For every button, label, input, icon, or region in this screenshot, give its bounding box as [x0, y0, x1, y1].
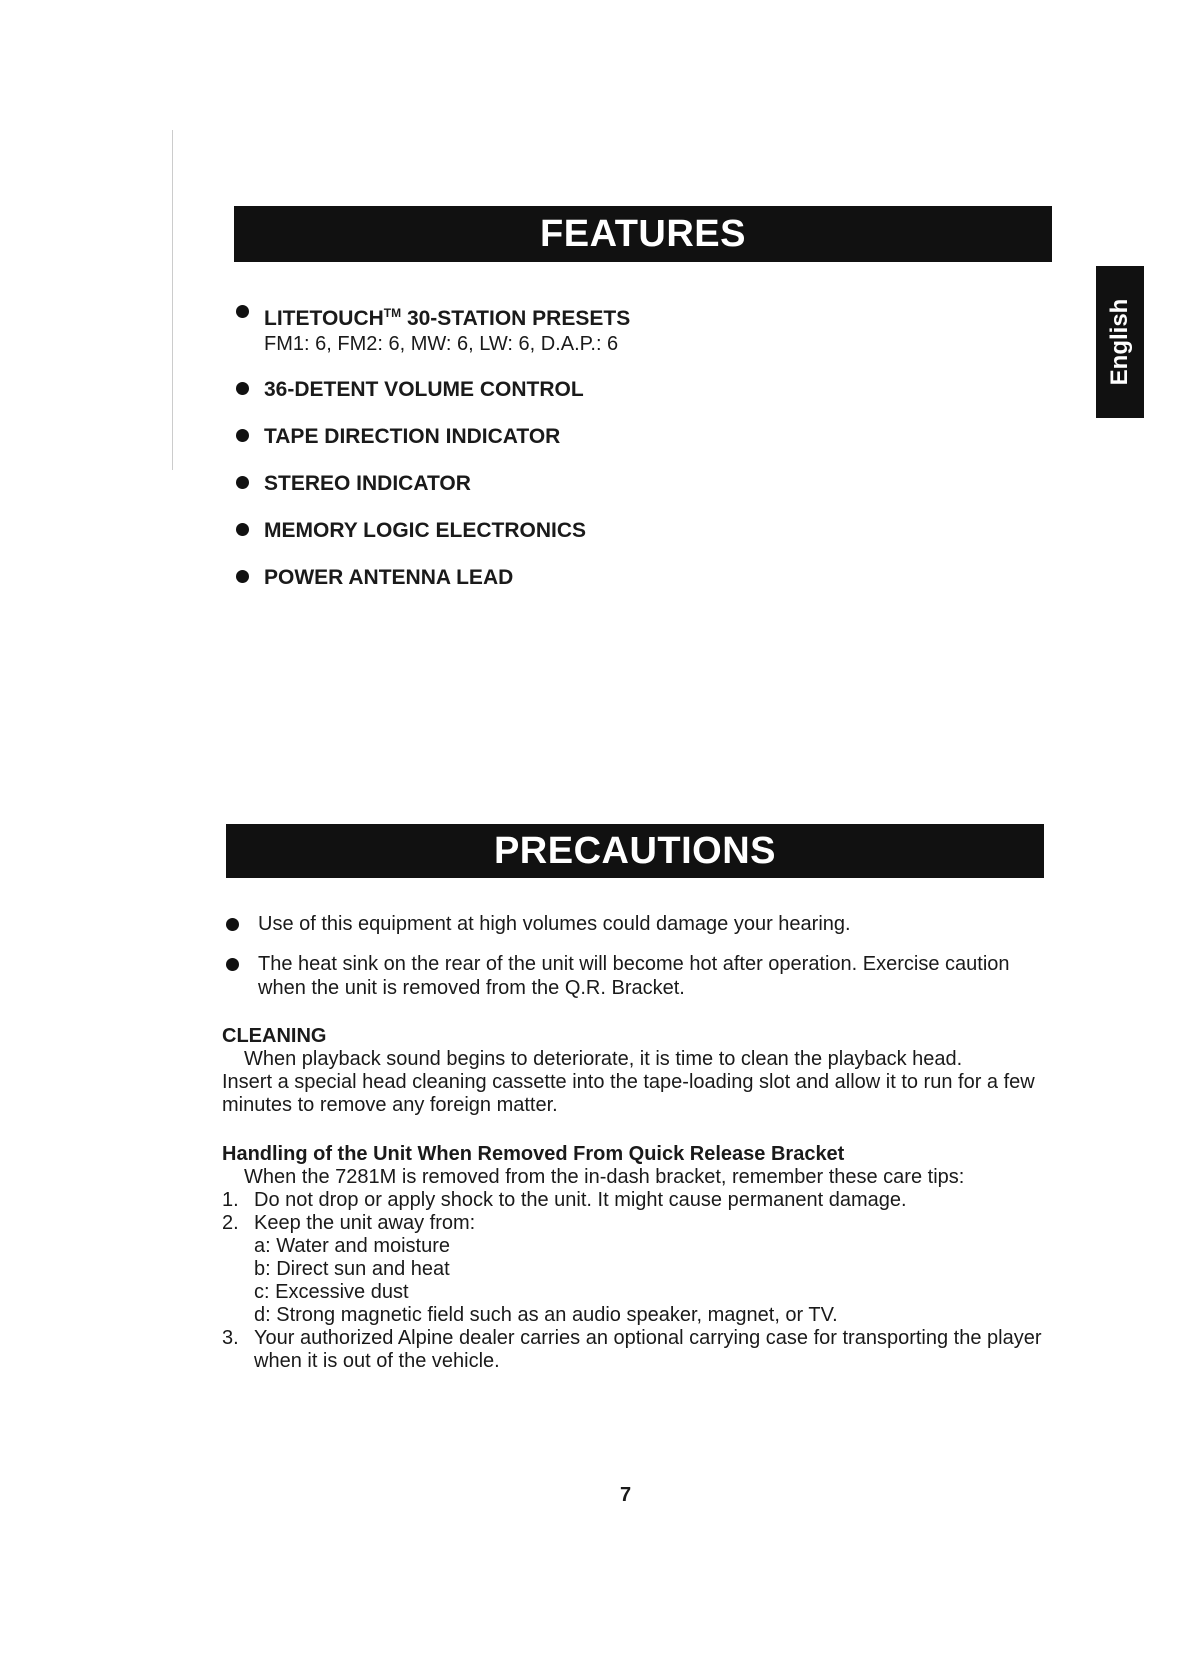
features-list	[232, 300, 1032, 612]
cleaning-heading: CLEANING	[222, 1025, 327, 1047]
feature-item	[232, 424, 1032, 450]
feature-title: 36-DETENT VOLUME CONTROL	[264, 378, 584, 401]
margin-line	[172, 130, 173, 470]
precautions-banner: PRECAUTIONS	[226, 824, 1044, 878]
precaution-text: Use of this equipment at high volumes could damage your hearing.	[258, 913, 851, 935]
feature-title: TAPE DIRECTION INDICATOR	[264, 425, 561, 448]
feature-title: POWER ANTENNA LEAD	[264, 566, 514, 589]
precautions-list	[224, 912, 1044, 1016]
handling-subitem: c: Excessive dust	[254, 1281, 409, 1303]
cleaning-line-1: When playback sound begins to deteriorate, it is time to clean the playback head.	[244, 1048, 963, 1070]
handling-item	[222, 1212, 1042, 1235]
language-tab	[1096, 266, 1144, 418]
feature-title: STEREO INDICATOR	[264, 472, 471, 495]
item-text: Keep the unit away from:	[254, 1212, 476, 1234]
handling-subitem: d: Strong magnetic field such as an audio speaker, magnet, or TV.	[254, 1304, 838, 1326]
handling-heading: Handling of the Unit When Removed From Quick Release Bracket	[222, 1143, 845, 1165]
bullet-icon	[236, 476, 249, 489]
cleaning-section	[222, 1024, 1042, 1117]
features-banner: FEATURES	[234, 206, 1052, 262]
item-number: 2.	[222, 1212, 239, 1234]
feature-item	[232, 518, 1032, 544]
language-tab-label: English	[1106, 298, 1133, 386]
feature-item	[232, 471, 1032, 497]
feature-title: MEMORY LOGIC ELECTRONICS	[264, 519, 587, 542]
feature-title: LITETOUCH™ 30-STATION PRESETS	[264, 306, 631, 330]
bullet-icon	[236, 570, 249, 583]
bullet-icon	[236, 523, 249, 536]
item-text: Do not drop or apply shock to the unit. It might cause permanent damage.	[254, 1189, 907, 1211]
bullet-icon	[236, 429, 249, 442]
cleaning-line-2: Insert a special head cleaning cassette into the tape-loading slot and allow it to run for a few minutes to remove any foreign matter.	[222, 1071, 1035, 1116]
bullet-icon	[236, 305, 249, 318]
item-number: 3.	[222, 1327, 239, 1349]
bullet-icon	[236, 382, 249, 395]
feature-item	[232, 565, 1032, 591]
bullet-icon	[226, 958, 239, 971]
item-text: Your authorized Alpine dealer carries an optional carrying case for transporting the player when it is out of the vehicle.	[254, 1327, 1042, 1372]
item-number: 1.	[222, 1189, 239, 1211]
precaution-item	[224, 952, 1044, 1000]
handling-subitem: a: Water and moisture	[254, 1235, 451, 1257]
handling-intro: When the 7281M is removed from the in-dash bracket, remember these care tips:	[244, 1166, 965, 1188]
precaution-text: The heat sink on the rear of the unit will become hot after operation. Exercise caution when the unit is removed from the Q.R. Bracket.	[258, 953, 1010, 999]
precaution-item	[224, 912, 1044, 936]
handling-section	[222, 1142, 1042, 1373]
feature-item	[232, 300, 1032, 356]
page-number: 7	[620, 1484, 632, 1506]
handling-item	[222, 1327, 1042, 1373]
feature-item	[232, 377, 1032, 403]
handling-subitem: b: Direct sun and heat	[254, 1258, 450, 1280]
handling-item	[222, 1189, 1042, 1212]
feature-detail: FM1: 6, FM2: 6, MW: 6, LW: 6, D.A.P.: 6	[264, 333, 619, 355]
bullet-icon	[226, 918, 239, 931]
